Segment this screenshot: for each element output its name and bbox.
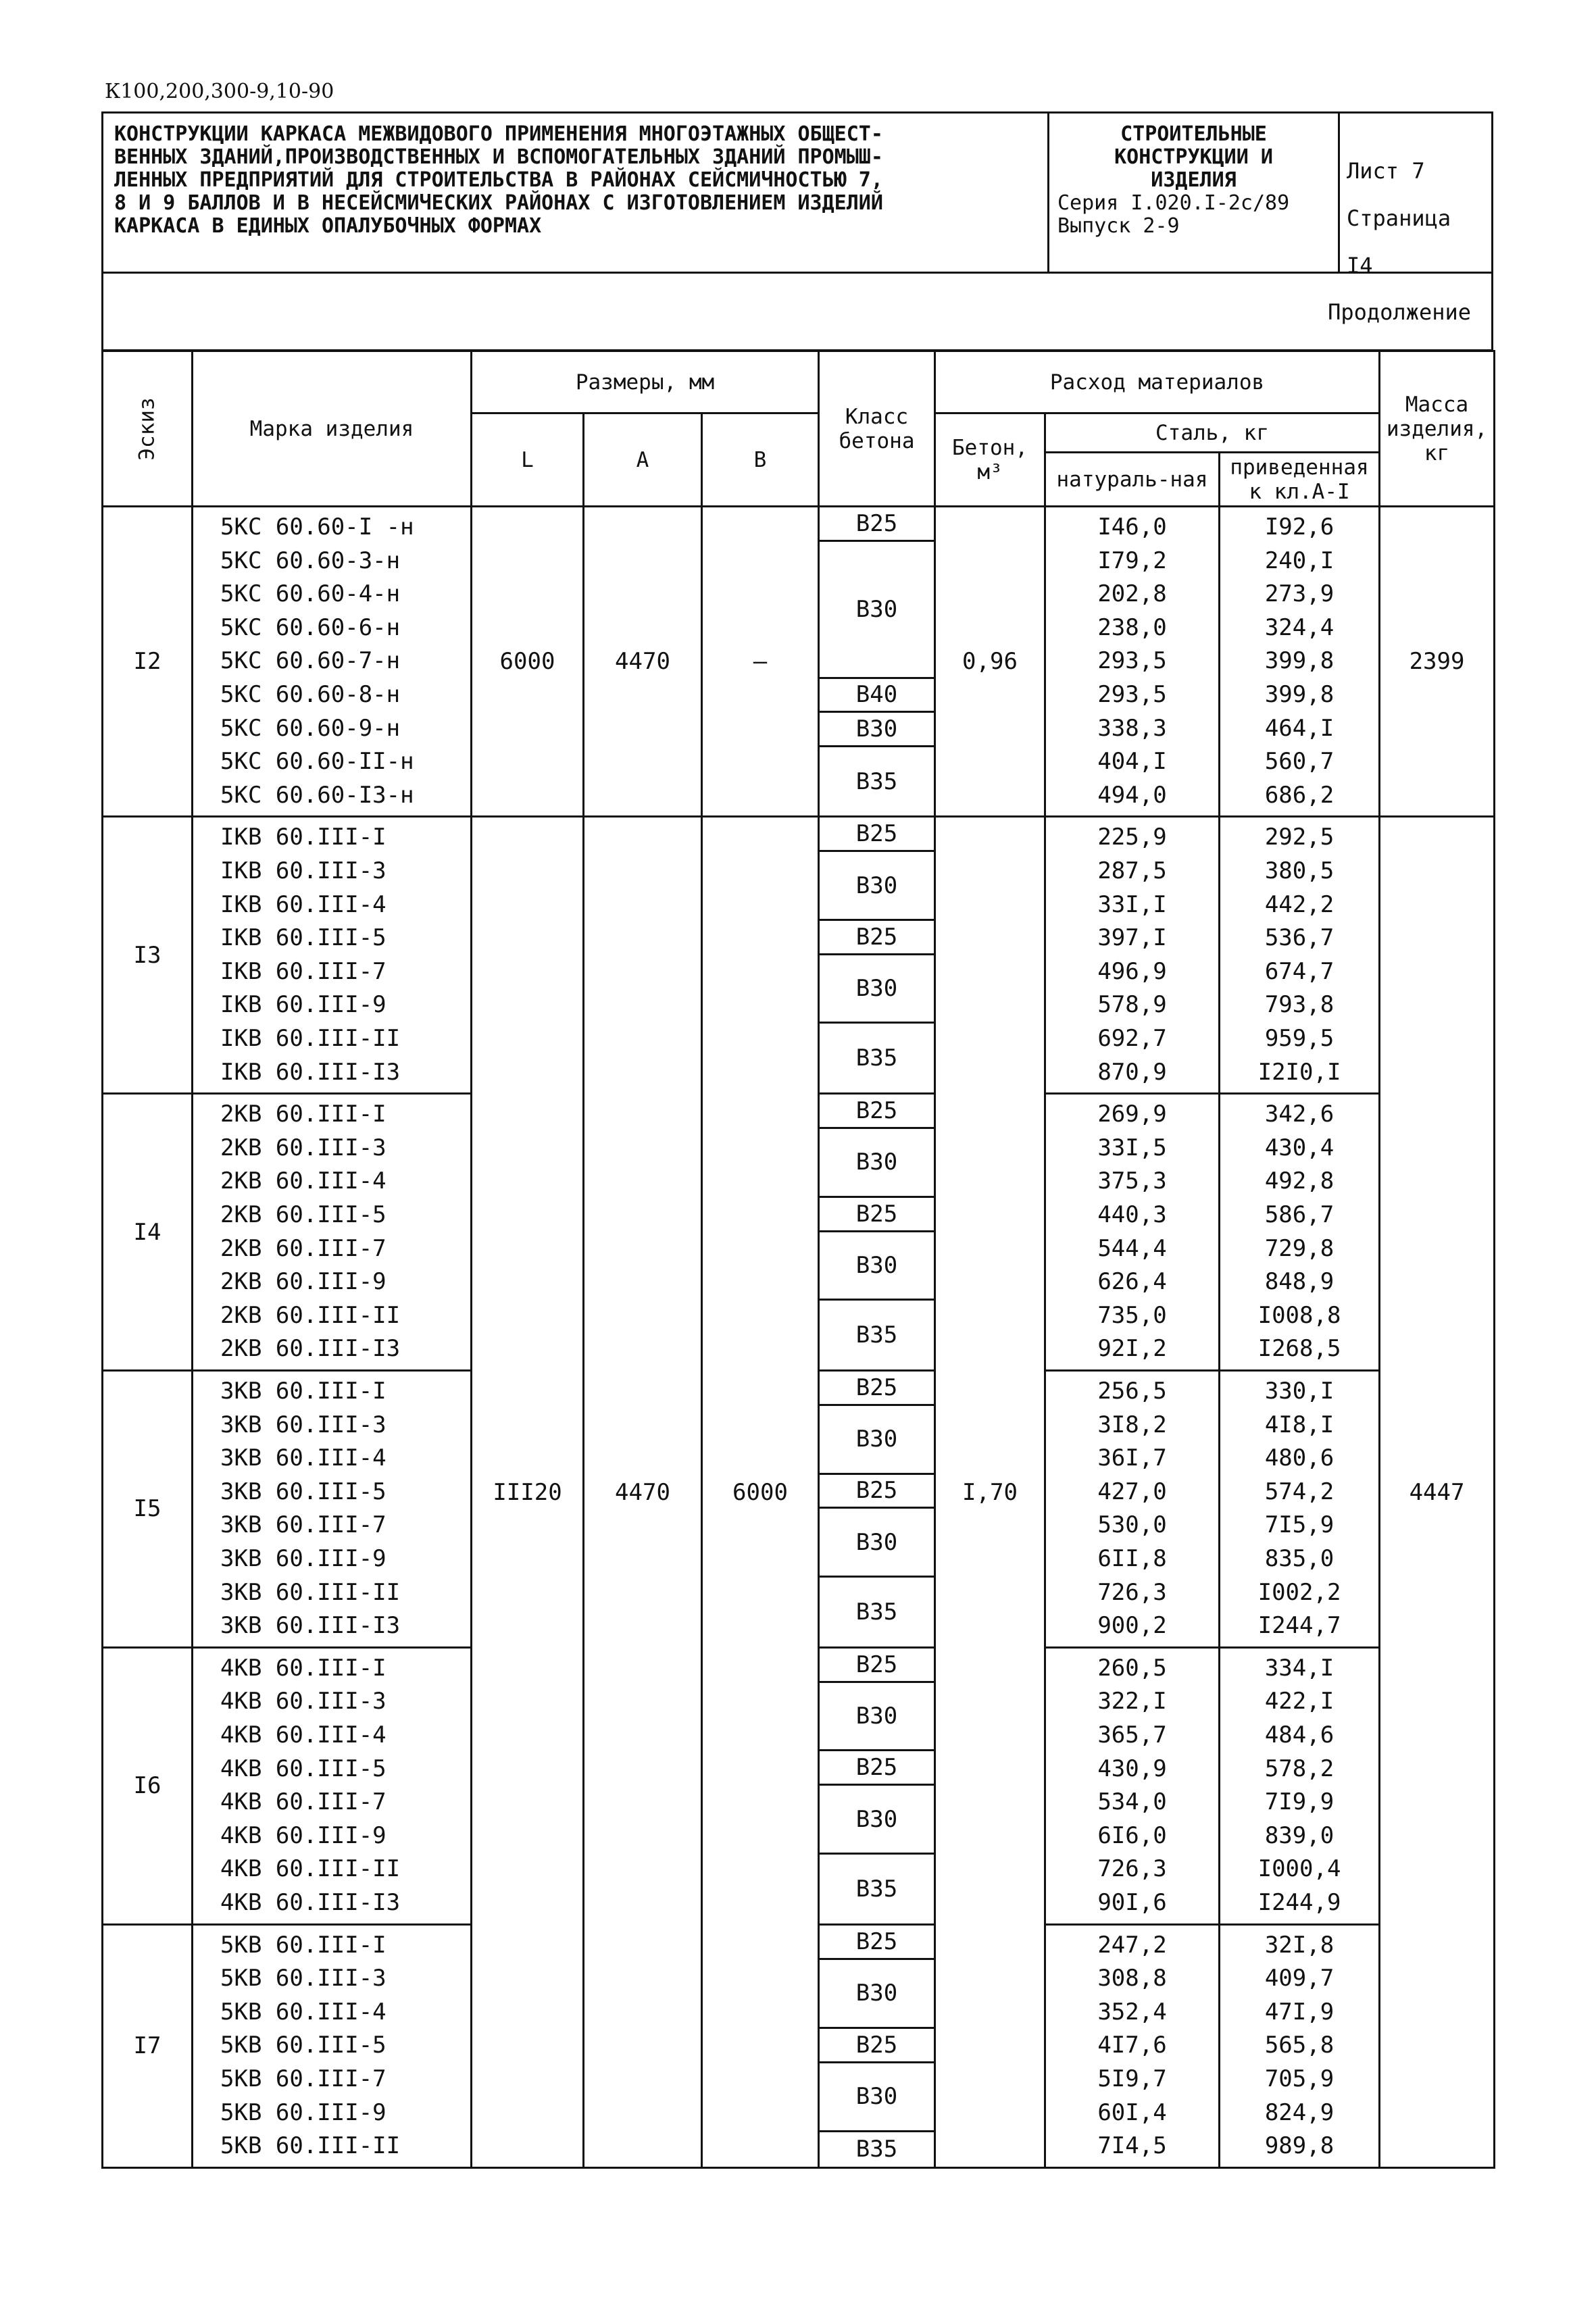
marks-value: 2КВ 60.III-9 — [220, 1268, 386, 1296]
class-value: В25 — [820, 2029, 934, 2063]
reduced-cell — [1220, 1647, 1380, 1924]
reduced-value: I008,8 — [1257, 1301, 1341, 1329]
reduced-cell — [1220, 1924, 1380, 2167]
reduced-value: 560,7 — [1264, 748, 1335, 776]
reduced-value: 565,8 — [1264, 2032, 1335, 2059]
reduced-cell — [1220, 507, 1380, 817]
marks-value: 2КВ 60.III-I3 — [220, 1335, 401, 1363]
class-value: В35 — [855, 1598, 898, 1626]
marks-value: IКВ 60.III-I — [220, 824, 386, 851]
reduced-value: 324,4 — [1264, 613, 1335, 641]
class-cell — [819, 1370, 935, 1647]
col-mark: Марка изделия — [193, 351, 472, 507]
page-number: Страница I4 — [1347, 205, 1451, 278]
natural-cell — [1045, 817, 1220, 1094]
mark-cell — [193, 1647, 472, 1924]
natural-value: 260,5 — [1097, 1654, 1167, 1682]
section-line: КОНСТРУКЦИИ И — [1114, 145, 1273, 169]
natural-value: 287,5 — [1097, 857, 1167, 884]
natural-value: 626,4 — [1097, 1268, 1167, 1296]
marks-value: 5КВ 60.III-I — [220, 1931, 386, 1959]
reduced-value: 729,8 — [1264, 1234, 1335, 1262]
natural-value: 726,3 — [1097, 1855, 1167, 1883]
reduced-value: 430,4 — [1264, 1134, 1335, 1161]
class-value: В25 — [820, 921, 934, 955]
marks-value: 3КВ 60.III-I — [220, 1378, 386, 1405]
concrete-cell: 0,96 — [935, 507, 1045, 817]
A-cell: 4470 — [584, 817, 702, 2167]
col-dims: Размеры, мм — [472, 351, 819, 413]
class-value: В30 — [820, 1960, 934, 2029]
mark-cell — [193, 507, 472, 817]
group-row — [103, 817, 1495, 1094]
natural-value: 404,I — [1097, 748, 1167, 776]
col-concrete: Бетон, м³ — [935, 413, 1045, 507]
marks-value: 3КВ 60.III-4 — [220, 1444, 386, 1472]
class-cell — [819, 1924, 935, 2167]
reduced-value: 793,8 — [1264, 991, 1335, 1019]
marks-value: 5КС 60.60-8-н — [220, 680, 401, 708]
reduced-value: 7I5,9 — [1264, 1511, 1335, 1539]
sketch-cell: I3 — [103, 817, 193, 1094]
natural-cell — [1045, 1924, 1220, 2167]
marks-value: 4КВ 60.III-5 — [220, 1755, 386, 1782]
reduced-value: 480,6 — [1264, 1444, 1335, 1472]
L-cell: 6000 — [472, 507, 584, 817]
class-value: В30 — [820, 1232, 934, 1301]
natural-value: 534,0 — [1097, 1788, 1167, 1816]
issue-number: Выпуск 2-9 — [1057, 214, 1180, 238]
marks-value: 4КВ 60.III-3 — [220, 1688, 386, 1715]
reduced-value: 330,I — [1264, 1378, 1335, 1405]
natural-value: 375,3 — [1097, 1167, 1167, 1195]
class-value: В25 — [820, 1751, 934, 1786]
class-value: В35 — [855, 1875, 898, 1903]
natural-value: 322,I — [1097, 1688, 1167, 1715]
reduced-value: 399,8 — [1264, 680, 1335, 708]
marks-value: 5КС 60.60-I3-н — [220, 781, 414, 809]
marks-value: 4КВ 60.III-7 — [220, 1788, 386, 1816]
col-L: L — [472, 413, 584, 507]
natural-value: 692,7 — [1097, 1024, 1167, 1052]
title-line: ЛЕННЫХ ПРЕДПРИЯТИЙ ДЛЯ СТРОИТЕЛЬСТВА В РАЙОНАХ СЕЙСМИЧНОСТЬЮ 7, — [114, 168, 883, 192]
reduced-value: 7I9,9 — [1264, 1788, 1335, 1816]
class-value: В25 — [820, 1475, 934, 1509]
reduced-value: 380,5 — [1264, 857, 1335, 884]
class-value: В30 — [820, 713, 934, 747]
marks-value: 2КВ 60.III-I — [220, 1101, 386, 1128]
natural-value: 494,0 — [1097, 781, 1167, 809]
reduced-value: 334,I — [1264, 1654, 1335, 1682]
marks-value: 3КВ 60.III-I3 — [220, 1612, 401, 1640]
natural-cell — [1045, 507, 1220, 817]
reduced-value: 273,9 — [1264, 580, 1335, 608]
sheet-block — [1340, 114, 1493, 278]
marks-value: 5КС 60.60-4-н — [220, 580, 401, 608]
reduced-value: I244,7 — [1257, 1612, 1341, 1640]
marks-value: 2КВ 60.III-3 — [220, 1134, 386, 1161]
L-cell: III20 — [472, 817, 584, 2167]
natural-value: 92I,2 — [1097, 1335, 1167, 1363]
reduced-value: I92,6 — [1264, 513, 1335, 541]
reduced-value: 674,7 — [1264, 957, 1335, 985]
natural-value: 293,5 — [1097, 647, 1167, 675]
series-number: Серия I.020.I-2с/89 — [1057, 191, 1290, 215]
natural-value: 269,9 — [1097, 1101, 1167, 1128]
class-value: В25 — [820, 507, 934, 542]
reduced-value: 409,7 — [1264, 1965, 1335, 1992]
reduced-value: 835,0 — [1264, 1544, 1335, 1572]
natural-value: 5I9,7 — [1097, 2065, 1167, 2092]
sheet-number: Лист 7 — [1347, 158, 1425, 184]
natural-value: 247,2 — [1097, 1931, 1167, 1959]
class-value: В30 — [820, 1129, 934, 1198]
mark-cell — [193, 1094, 472, 1371]
col-B: B — [702, 413, 819, 507]
marks-value: IКВ 60.III-II — [220, 1024, 401, 1052]
class-value: В30 — [820, 1406, 934, 1475]
reduced-value: I000,4 — [1257, 1855, 1341, 1883]
reduced-value: 47I,9 — [1264, 1998, 1335, 2026]
mass-cell: 4447 — [1380, 817, 1495, 2167]
marks-value: 5КВ 60.III-5 — [220, 2032, 386, 2059]
title-line: ВЕННЫХ ЗДАНИЙ,ПРОИЗВОДСТВЕННЫХ И ВСПОМОГАТЕЛЬНЫХ ЗДАНИЙ ПРОМЫШ- — [114, 145, 883, 169]
sketch-cell: I4 — [103, 1094, 193, 1371]
natural-cell — [1045, 1647, 1220, 1924]
natural-value: 726,3 — [1097, 1578, 1167, 1606]
reduced-value: 839,0 — [1264, 1821, 1335, 1849]
col-materials: Расход материалов — [935, 351, 1380, 413]
marks-value: 5КС 60.60-II-н — [220, 748, 414, 776]
class-value: В40 — [820, 679, 934, 713]
reduced-cell — [1220, 817, 1380, 1094]
section-line: ИЗДЕЛИЯ — [1151, 168, 1237, 192]
marks-value: IКВ 60.III-9 — [220, 991, 386, 1019]
class-value: В25 — [820, 1095, 934, 1129]
marks-value: 2КВ 60.III-II — [220, 1301, 401, 1329]
marks-value: 4КВ 60.III-4 — [220, 1721, 386, 1749]
natural-value: 352,4 — [1097, 1998, 1167, 2026]
marks-value: 5КС 60.60-I -н — [220, 513, 414, 541]
reduced-cell — [1220, 1094, 1380, 1371]
mass-cell: 2399 — [1380, 507, 1495, 817]
natural-value: 4I7,6 — [1097, 2032, 1167, 2059]
sketch-cell: I2 — [103, 507, 193, 817]
reduced-value: 824,9 — [1264, 2098, 1335, 2126]
natural-value: 397,I — [1097, 924, 1167, 952]
marks-value: 3КВ 60.III-7 — [220, 1511, 386, 1539]
marks-value: 5КВ 60.III-9 — [220, 2098, 386, 2126]
title-line: КОНСТРУКЦИИ КАРКАСА МЕЖВИДОВОГО ПРИМЕНЕНИЯ МНОГОЭТАЖНЫХ ОБЩЕСТ- — [114, 122, 883, 146]
reduced-value: I2I0,I — [1257, 1058, 1341, 1086]
reduced-value: 848,9 — [1264, 1268, 1335, 1296]
marks-value: 4КВ 60.III-II — [220, 1855, 401, 1883]
class-value: В30 — [820, 1683, 934, 1752]
B-cell: 6000 — [702, 817, 819, 2167]
B-cell: – — [702, 507, 819, 817]
class-value: В25 — [820, 818, 934, 852]
sketch-cell: I5 — [103, 1370, 193, 1647]
class-value: В30 — [820, 2063, 934, 2132]
class-cell — [819, 817, 935, 1094]
series-block — [1049, 114, 1340, 272]
reduced-value: 492,8 — [1264, 1167, 1335, 1195]
marks-value: 3КВ 60.III-5 — [220, 1478, 386, 1505]
col-A: A — [584, 413, 702, 507]
continuation-row — [101, 274, 1493, 351]
marks-value: 4КВ 60.III-I — [220, 1654, 386, 1682]
continuation-label: Продолжение — [1328, 299, 1471, 325]
natural-value: 900,2 — [1097, 1612, 1167, 1640]
sketch-cell: I6 — [103, 1647, 193, 1924]
natural-value: 256,5 — [1097, 1378, 1167, 1405]
marks-value: 3КВ 60.III-9 — [220, 1544, 386, 1572]
natural-value: 496,9 — [1097, 957, 1167, 985]
class-value: В35 — [855, 1322, 898, 1349]
natural-value: 7I4,5 — [1097, 2132, 1167, 2160]
marks-value: 2КВ 60.III-4 — [220, 1167, 386, 1195]
natural-value: I79,2 — [1097, 547, 1167, 574]
natural-value: 293,5 — [1097, 680, 1167, 708]
natural-value: 6II,8 — [1097, 1544, 1167, 1572]
document-code: К100,200,300-9,10-90 — [105, 80, 334, 103]
reduced-value: 464,I — [1264, 714, 1335, 742]
reduced-value: 959,5 — [1264, 1024, 1335, 1052]
natural-value: I46,0 — [1097, 513, 1167, 541]
reduced-value: 586,7 — [1264, 1201, 1335, 1228]
natural-value: 60I,4 — [1097, 2098, 1167, 2126]
class-value: В25 — [820, 1926, 934, 1960]
class-value: В30 — [820, 542, 934, 679]
reduced-value: 4I8,I — [1264, 1411, 1335, 1438]
marks-value: 2КВ 60.III-5 — [220, 1201, 386, 1228]
natural-value: 308,8 — [1097, 1965, 1167, 1992]
marks-value: IКВ 60.III-I3 — [220, 1058, 401, 1086]
reduced-value: I268,5 — [1257, 1335, 1341, 1363]
group-row — [103, 507, 1495, 817]
col-mass: Масса изделия, кг — [1380, 351, 1495, 507]
title-line: 8 И 9 БАЛЛОВ И В НЕСЕЙСМИЧЕСКИХ РАЙОНАХ С ИЗГОТОВЛЕНИЕМ ИЗДЕЛИЙ — [114, 191, 883, 215]
reduced-value: 686,2 — [1264, 781, 1335, 809]
class-value: В35 — [855, 1045, 898, 1072]
col-reduced: приведенная к кл.А-I — [1220, 453, 1380, 507]
marks-value: 3КВ 60.III-II — [220, 1578, 401, 1606]
natural-value: 238,0 — [1097, 613, 1167, 641]
reduced-value: 989,8 — [1264, 2132, 1335, 2160]
document-title — [103, 114, 1049, 272]
natural-value: 90I,6 — [1097, 1888, 1167, 1916]
sketch-cell: I7 — [103, 1924, 193, 2167]
natural-value: 440,3 — [1097, 1201, 1167, 1228]
natural-value: 338,3 — [1097, 714, 1167, 742]
reduced-value: I002,2 — [1257, 1578, 1341, 1606]
reduced-value: 442,2 — [1264, 890, 1335, 918]
reduced-value: 705,9 — [1264, 2065, 1335, 2092]
reduced-value: 574,2 — [1264, 1478, 1335, 1505]
marks-value: IКВ 60.III-7 — [220, 957, 386, 985]
reduced-value: 422,I — [1264, 1688, 1335, 1715]
natural-value: 427,0 — [1097, 1478, 1167, 1505]
natural-value: 430,9 — [1097, 1755, 1167, 1782]
class-value: В30 — [820, 1786, 934, 1855]
marks-value: 5КВ 60.III-3 — [220, 1965, 386, 1992]
col-natural: натураль-ная — [1045, 453, 1220, 507]
mark-cell — [193, 817, 472, 1094]
reduced-value: 32I,8 — [1264, 1931, 1335, 1959]
marks-value: 5КС 60.60-7-н — [220, 647, 401, 675]
section-line: СТРОИТЕЛЬНЫЕ — [1120, 122, 1267, 146]
natural-value: 735,0 — [1097, 1301, 1167, 1329]
natural-cell — [1045, 1370, 1220, 1647]
reduced-value: 292,5 — [1264, 824, 1335, 851]
class-cell — [819, 507, 935, 817]
class-value: В30 — [820, 852, 934, 921]
marks-value: 5КВ 60.III-II — [220, 2132, 401, 2160]
class-value: В25 — [820, 1649, 934, 1683]
natural-cell — [1045, 1094, 1220, 1371]
reduced-value: 536,7 — [1264, 924, 1335, 952]
marks-value: IКВ 60.III-3 — [220, 857, 386, 884]
marks-value: 5КВ 60.III-4 — [220, 1998, 386, 2026]
natural-value: 33I,I — [1097, 890, 1167, 918]
marks-value: 5КС 60.60-9-н — [220, 714, 401, 742]
reduced-value: 484,6 — [1264, 1721, 1335, 1749]
natural-value: 202,8 — [1097, 580, 1167, 608]
title-block — [101, 111, 1493, 278]
mark-cell — [193, 1370, 472, 1647]
natural-value: 225,9 — [1097, 824, 1167, 851]
reduced-cell — [1220, 1370, 1380, 1647]
col-steel: Сталь, кг — [1045, 413, 1380, 453]
class-value: В35 — [855, 768, 898, 795]
class-cell — [819, 1094, 935, 1371]
reduced-value: I244,9 — [1257, 1888, 1341, 1916]
class-value: В25 — [820, 1198, 934, 1232]
natural-value: 36I,7 — [1097, 1444, 1167, 1472]
reduced-value: 578,2 — [1264, 1755, 1335, 1782]
natural-value: 544,4 — [1097, 1234, 1167, 1262]
marks-value: 4КВ 60.III-I3 — [220, 1888, 401, 1916]
natural-value: 3I8,2 — [1097, 1411, 1167, 1438]
col-class: Класс бетона — [819, 351, 935, 507]
class-value: В30 — [820, 955, 934, 1024]
natural-value: 578,9 — [1097, 991, 1167, 1019]
concrete-cell: I,70 — [935, 817, 1045, 2167]
class-value: В35 — [855, 2136, 898, 2163]
natural-value: 530,0 — [1097, 1511, 1167, 1539]
title-line: КАРКАСА В ЕДИНЫХ ОПАЛУБОЧНЫХ ФОРМАХ — [114, 214, 542, 238]
class-value: В30 — [820, 1509, 934, 1578]
marks-value: 5КВ 60.III-7 — [220, 2065, 386, 2092]
col-sketch: Эскиз — [103, 351, 193, 507]
marks-value: 5КС 60.60-3-н — [220, 547, 401, 574]
natural-value: 365,7 — [1097, 1721, 1167, 1749]
products-table — [101, 350, 1495, 2169]
class-value: В25 — [820, 1372, 934, 1406]
reduced-value: 399,8 — [1264, 647, 1335, 675]
mark-cell — [193, 1924, 472, 2167]
marks-value: IКВ 60.III-5 — [220, 924, 386, 952]
class-cell — [819, 1647, 935, 1924]
reduced-value: 342,6 — [1264, 1101, 1335, 1128]
marks-value: 2КВ 60.III-7 — [220, 1234, 386, 1262]
natural-value: 870,9 — [1097, 1058, 1167, 1086]
marks-value: 4КВ 60.III-9 — [220, 1821, 386, 1849]
reduced-value: 240,I — [1264, 547, 1335, 574]
natural-value: 33I,5 — [1097, 1134, 1167, 1161]
marks-value: IКВ 60.III-4 — [220, 890, 386, 918]
marks-value: 5КС 60.60-6-н — [220, 613, 401, 641]
A-cell: 4470 — [584, 507, 702, 817]
marks-value: 3КВ 60.III-3 — [220, 1411, 386, 1438]
natural-value: 6I6,0 — [1097, 1821, 1167, 1849]
